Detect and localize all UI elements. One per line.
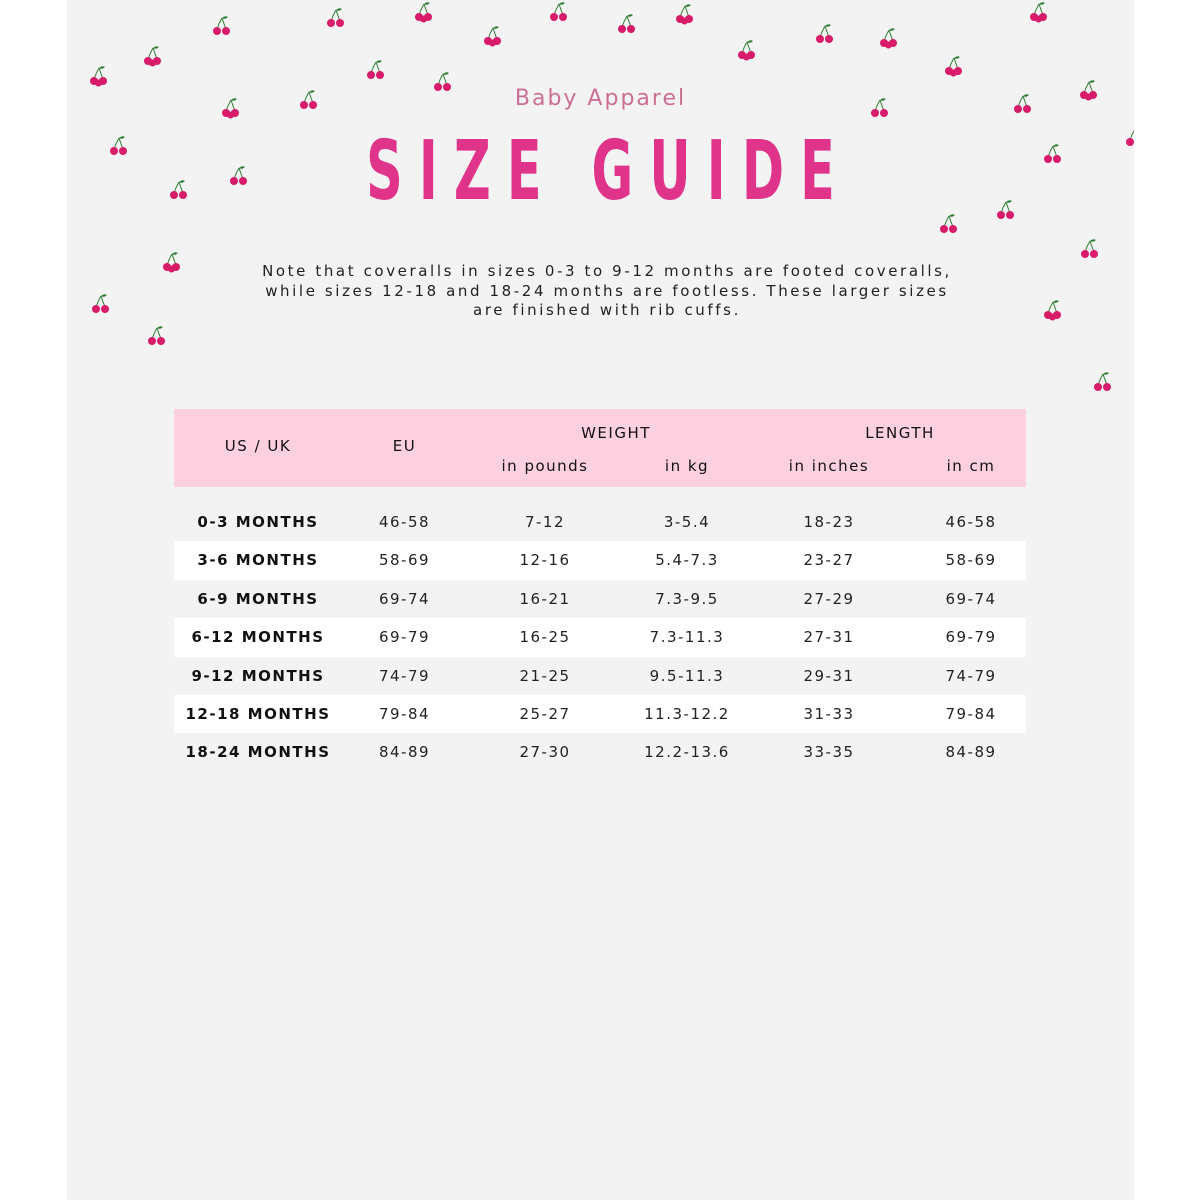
cherry-icon xyxy=(1041,298,1065,322)
cell-kg: 7.3-11.3 xyxy=(649,628,725,647)
header-inches: in inches xyxy=(788,457,870,475)
cell-size: 9-12 MONTHS xyxy=(191,666,325,685)
cell-eu: 58-69 xyxy=(378,551,431,570)
cherry-icon xyxy=(145,324,169,348)
cherry-icon xyxy=(673,2,697,26)
cherry-icon xyxy=(481,24,505,48)
cell-inches: 33-35 xyxy=(803,743,855,762)
cherry-icon xyxy=(364,58,388,82)
cell-inches: 27-31 xyxy=(803,628,855,647)
size-guide-panel xyxy=(67,0,1134,1200)
cell-kg: 9.5-11.3 xyxy=(649,666,725,685)
cell-inches: 23-27 xyxy=(803,551,855,570)
cell-size: 6-9 MONTHS xyxy=(197,589,319,608)
cell-eu: 69-79 xyxy=(378,628,431,647)
cell-eu: 74-79 xyxy=(378,666,431,685)
cherry-icon xyxy=(141,44,165,68)
cherry-icon xyxy=(735,38,759,62)
cell-inches: 27-29 xyxy=(803,589,855,608)
header-pounds: in pounds xyxy=(501,457,589,475)
cell-pounds: 16-25 xyxy=(519,628,571,647)
table-body xyxy=(174,503,1026,772)
cell-kg: 5.4-7.3 xyxy=(655,551,719,570)
cell-eu: 46-58 xyxy=(378,513,431,531)
header-eu: EU xyxy=(392,437,417,455)
cell-kg: 7.3-9.5 xyxy=(655,589,719,608)
cell-inches: 18-23 xyxy=(803,513,855,531)
cherry-icon xyxy=(1027,0,1051,24)
cell-size: 3-6 MONTHS xyxy=(197,551,319,570)
header-weight: WEIGHT xyxy=(581,424,651,442)
cell-cm: 58-69 xyxy=(945,551,997,570)
cherry-icon xyxy=(89,292,113,316)
header-kg: in kg xyxy=(664,457,710,475)
cherry-icon xyxy=(324,6,348,30)
table-row xyxy=(174,695,1026,733)
cell-pounds: 7-12 xyxy=(524,513,566,531)
cell-eu: 69-74 xyxy=(378,589,431,608)
cherry-icon xyxy=(877,26,901,50)
cell-cm: 69-79 xyxy=(945,628,997,647)
cell-kg: 12.2-13.6 xyxy=(644,743,730,762)
cherry-icon xyxy=(547,0,571,24)
cherry-icon xyxy=(227,164,251,188)
cherry-icon xyxy=(210,14,234,38)
header-length: LENGTH xyxy=(865,424,935,442)
cell-pounds: 16-21 xyxy=(519,589,571,608)
cell-inches: 31-33 xyxy=(803,704,855,723)
cherry-icon xyxy=(1123,125,1134,149)
size-table xyxy=(174,409,1026,772)
cherry-icon xyxy=(1041,142,1065,166)
cell-cm: 74-79 xyxy=(945,666,997,685)
cell-size: 18-24 MONTHS xyxy=(185,743,331,762)
cell-size: 6-12 MONTHS xyxy=(191,628,325,647)
cherry-icon xyxy=(167,178,191,202)
cherry-icon xyxy=(1078,237,1102,261)
table-row xyxy=(174,733,1026,771)
page-title: SIZE GUIDE xyxy=(366,124,851,219)
table-row xyxy=(174,618,1026,656)
table-header xyxy=(174,409,1026,487)
cherry-icon xyxy=(813,22,837,46)
cherry-icon xyxy=(942,54,966,78)
cell-pounds: 25-27 xyxy=(519,704,571,723)
cherry-icon xyxy=(615,12,639,36)
cell-pounds: 21-25 xyxy=(519,666,571,685)
cell-cm: 84-89 xyxy=(945,743,997,762)
cherry-icon xyxy=(412,0,436,24)
table-row xyxy=(174,503,1026,541)
cherry-icon xyxy=(87,64,111,88)
coverall-note: Note that coveralls in sizes 0-3 to 9-12 months are footed coveralls, while sizes 12-18 and 18-24 months are footless. These larger sizes are finished with rib cuffs. xyxy=(262,262,952,319)
cherry-icon xyxy=(160,250,184,274)
cherry-icon xyxy=(1091,370,1115,394)
table-row xyxy=(174,657,1026,695)
page-subtitle: Baby Apparel xyxy=(514,86,687,111)
cherry-icon xyxy=(937,212,961,236)
cell-kg: 11.3-12.2 xyxy=(644,704,730,723)
cell-size: 12-18 MONTHS xyxy=(185,704,331,723)
cherry-icon xyxy=(107,134,131,158)
cell-size: 0-3 MONTHS xyxy=(197,513,319,531)
table-row xyxy=(174,580,1026,618)
cherry-icon xyxy=(994,198,1018,222)
cell-cm: 46-58 xyxy=(945,513,997,531)
cell-cm: 69-74 xyxy=(945,589,997,608)
cell-pounds: 12-16 xyxy=(519,551,571,570)
header-size: US / UK xyxy=(224,437,292,455)
cell-pounds: 27-30 xyxy=(519,743,571,762)
cell-eu: 79-84 xyxy=(378,704,431,723)
header-cm: in cm xyxy=(946,457,996,475)
table-row xyxy=(174,541,1026,579)
cell-cm: 79-84 xyxy=(945,704,997,723)
cell-kg: 3-5.4 xyxy=(663,513,711,531)
cell-inches: 29-31 xyxy=(803,666,855,685)
cell-eu: 84-89 xyxy=(378,743,431,762)
